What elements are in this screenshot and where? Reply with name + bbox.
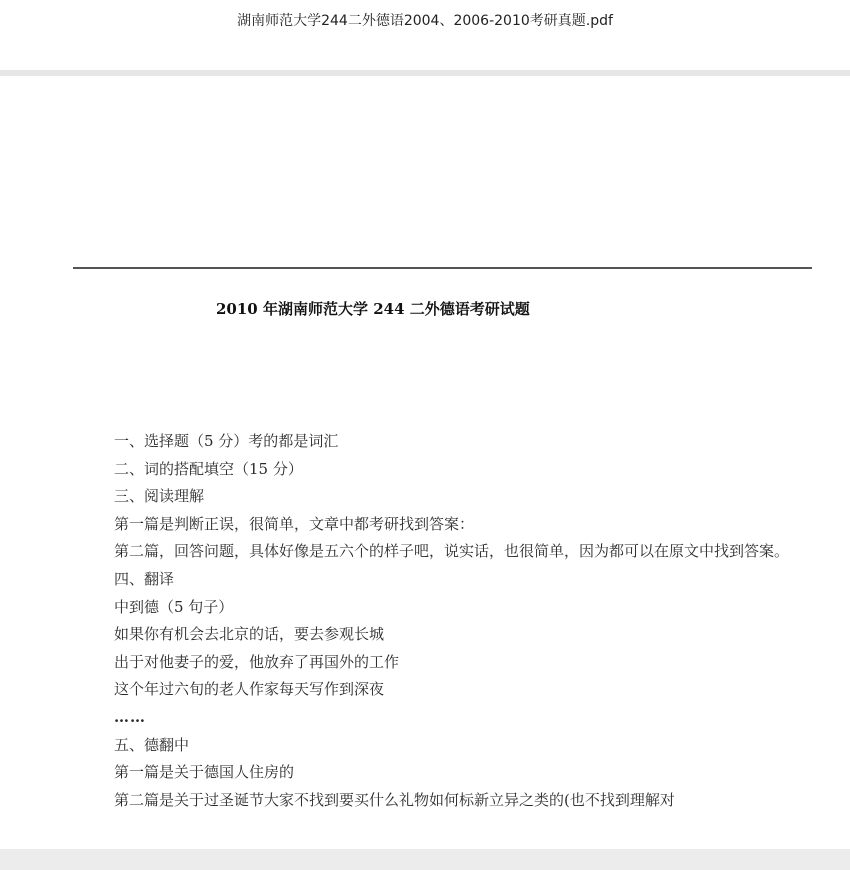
file-header — [0, 0, 850, 70]
document-page — [0, 76, 850, 849]
text-line: 这个年过六旬的老人作家每天写作到深夜 — [114, 680, 385, 699]
text-line: 出于对他妻子的爱，他放弃了再国外的工作 — [114, 652, 400, 671]
document-title: 2010 年湖南师范大学 244 二外德语考研试题 — [216, 300, 530, 318]
text-line: 第一篇是关于德国人住房的 — [114, 763, 295, 782]
text-line: 第二篇是关于过圣诞节大家不找到要买什么礼物如何标新立异之类的(也不找到理解对 — [114, 790, 675, 809]
text-line: 二、词的搭配填空（15 分） — [114, 459, 303, 478]
file-title: 湖南师范大学244二外德语2004、2006-2010考研真题.pdf — [237, 13, 613, 29]
text-line: 如果你有机会去北京的话，要去参观长城 — [114, 625, 385, 644]
text-line: 中到德（5 句子） — [114, 597, 234, 616]
text-line: 第一篇是判断正误，很简单，文章中都考研找到答案： — [114, 514, 475, 533]
header-rule — [73, 267, 812, 269]
document-body — [76, 428, 816, 814]
ellipsis-line: …… — [114, 707, 146, 726]
text-line: 三、阅读理解 — [114, 487, 205, 506]
text-line: 五、德翻中 — [114, 735, 190, 754]
viewer-bottom-bar — [0, 849, 850, 870]
text-line: 一、选择题（5 分）考的都是词汇 — [114, 432, 339, 450]
text-line: 第二篇，回答问题，具体好像是五六个的样子吧，说实话，也很简单，因为都可以在原文中找到答案。 — [114, 542, 790, 561]
text-line: 四、翻译 — [114, 569, 175, 588]
